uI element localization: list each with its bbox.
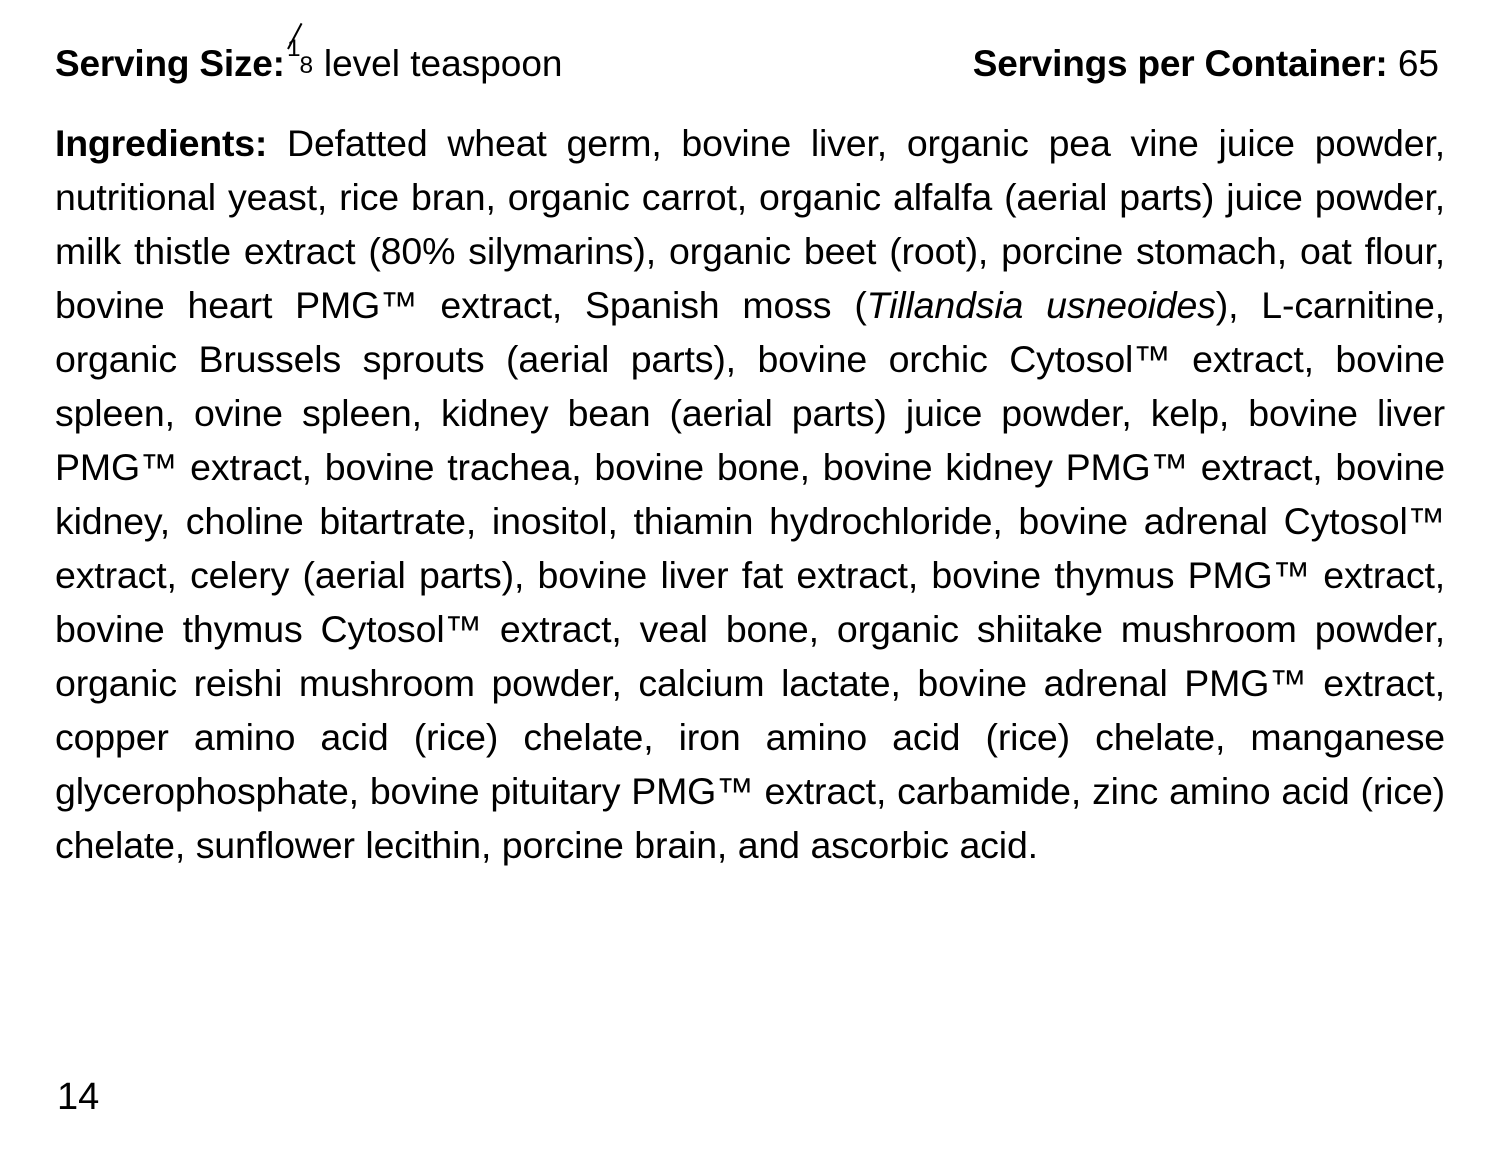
ingredients-text-part-two: ), L-carnitine, organic Brussels sprouts (aerial parts), bovine orchic Cytosol™ extract, bovine spleen, ovine spleen, kidney bean (aerial parts) juice powder, kelp, bovine liver PMG™ extract, bovine trachea, bovine bone, bovine kidney PMG™ extract, bovine kidney, choline bitartrate, inositol, thiamin hydrochloride, bovine adrenal Cytosol™ extract, celery (aerial parts), bovine liver fat extract, bovine thymus PMG™ extract, bovine thymus Cytosol™ extract, veal bone, organic shiitake mushroom powder, organic reishi mushroom powder, calcium lactate, bovine adrenal PMG™ extract, copper amino acid (rice) chelate, iron amino acid (rice) chelate, manganese glycerophosphate, bovine pituitary PMG™ extract, carbamide, zinc amino acid (rice) chelate, sunflower lecithin, porcine brain, and ascorbic acid. — [55, 283, 1445, 866]
ingredients-species-name: Tillandsia usneoides — [866, 283, 1216, 326]
serving-size-block — [55, 34, 563, 86]
servings-per-container-value — [1388, 43, 1439, 84]
servings-count: 65 — [1397, 43, 1439, 85]
fraction-denominator: 8 — [299, 52, 314, 80]
serving-info-row — [55, 34, 1445, 86]
serving-size-value: level teaspoon — [313, 43, 563, 85]
one-eighth-fraction — [286, 34, 314, 80]
ingredients-label: Ingredients: — [55, 121, 268, 164]
page-number: 14 — [57, 1076, 100, 1118]
serving-size-label: Serving Size: — [55, 43, 285, 85]
servings-per-container-label: Servings per Container: — [972, 43, 1388, 85]
ingredients-paragraph — [55, 116, 1445, 872]
fraction-numerator: 1 — [286, 34, 301, 62]
ingredients-text-part-one: Defatted wheat germ, bovine liver, organic pea vine juice powder, nutritional yeast, rice bran, organic carrot, organic alfalfa (aerial parts) juice powder, milk thistle extract (80% silymarins), organic beet (root), porcine stomach, oat flour, bovine heart PMG™ extract, Spanish moss ( — [55, 121, 1445, 326]
servings-per-container-block — [973, 43, 1439, 86]
